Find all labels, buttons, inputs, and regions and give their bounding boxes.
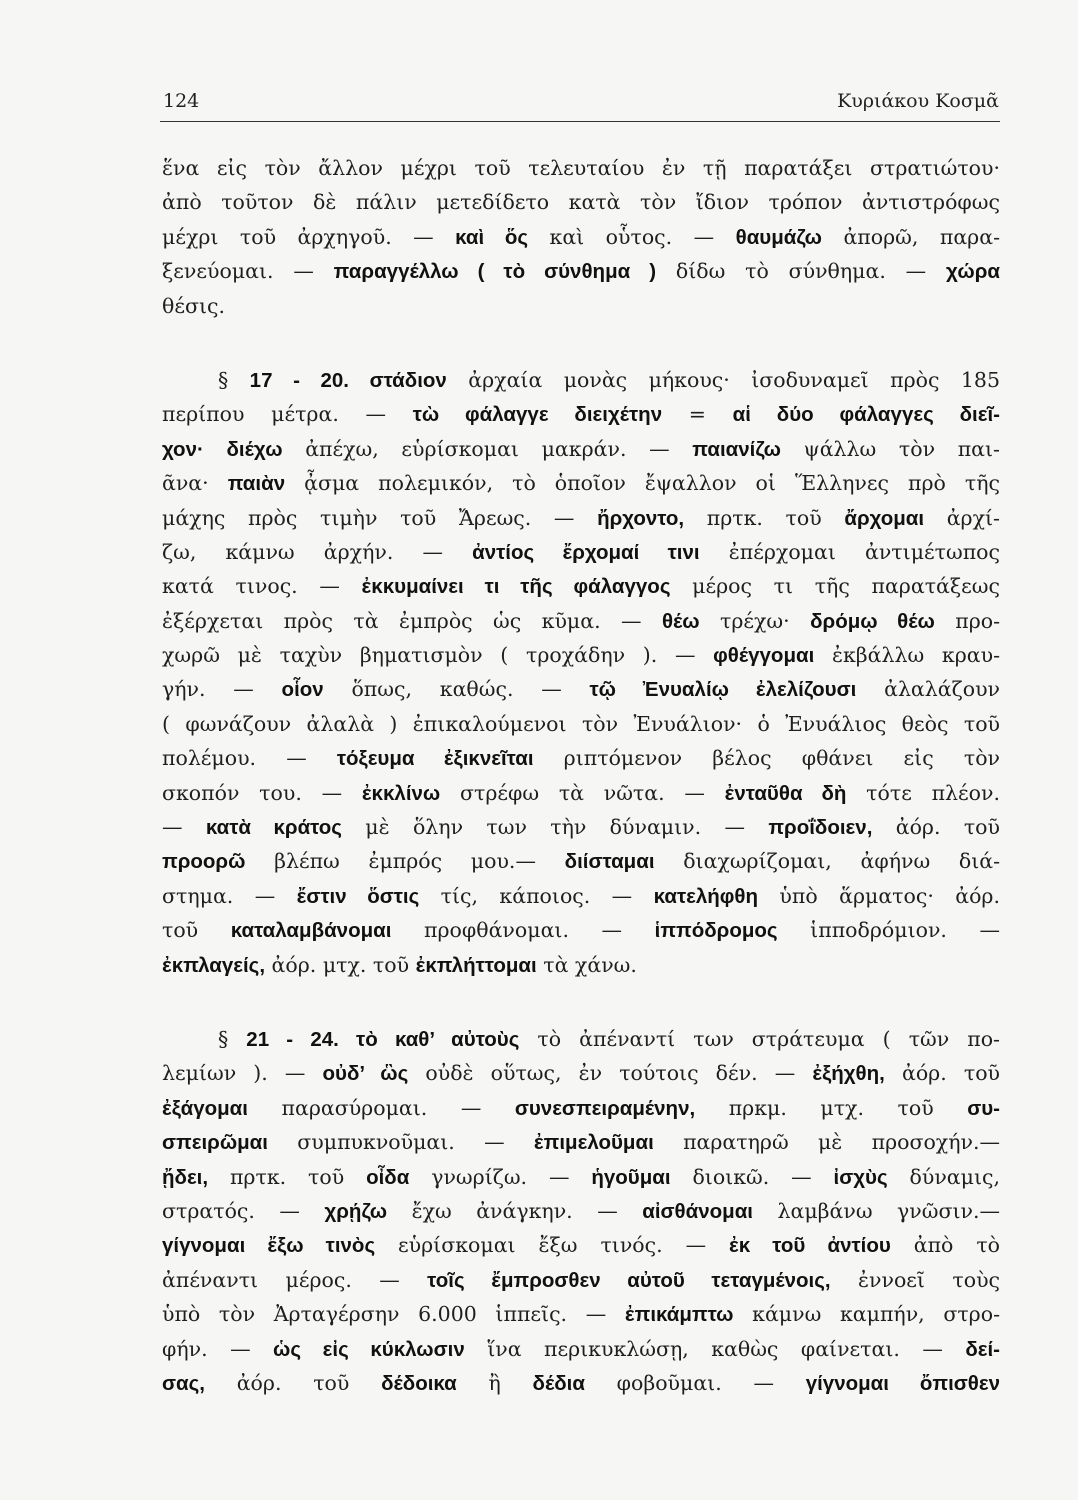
gloss-text: στημα. — (162, 883, 297, 908)
lemma-term: παιὰν (227, 472, 286, 496)
lemma-term: αἱ δύο φάλαγγες διεῖ- (732, 403, 1000, 427)
gloss-text: τότε πλέον. (846, 780, 1000, 805)
lemma-term: χον· (162, 437, 204, 461)
gloss-text: πρκμ. μτχ. τοῦ (695, 1095, 968, 1120)
lemma-term: αἰσθάνομαι (642, 1199, 753, 1223)
text-line (162, 1160, 1000, 1194)
text-line (162, 1228, 1000, 1262)
lemma-term: διίσταμαι (564, 850, 655, 874)
gloss-text: θέσις. (162, 293, 225, 318)
lemma-term: οἷον (281, 678, 324, 702)
lemma-term: ἔστιν ὅστις (296, 884, 420, 908)
gloss-text: ἀπορῶ, παρα- (821, 224, 1001, 249)
text-line (162, 535, 1000, 569)
lemma-term: ἐξήχθη, (812, 1062, 885, 1086)
text-line (162, 638, 1000, 672)
lemma-term: δέδια (532, 1371, 585, 1395)
gloss-text: δίδω τὸ σύνθημα. — (656, 259, 947, 284)
lemma-term: χρῄζω (324, 1199, 388, 1223)
gloss-text: ψάλλω τὸν παι- (780, 436, 1000, 461)
lemma-term: γίγνομαι ὄπισθεν (805, 1371, 1001, 1395)
lemma-term: ἐκπλήττομαι (415, 953, 537, 977)
lemma-term: ἡγοῦμαι (591, 1165, 671, 1189)
gloss-text: διοικῶ. — (670, 1164, 834, 1189)
page-text (162, 151, 1000, 1400)
gloss-text: ἱπποδρόμιον. — (777, 918, 1001, 943)
gloss-text: κατά τινος. — (162, 574, 362, 599)
lemma-term: κατελήφθη (653, 884, 759, 908)
text-line (162, 466, 1000, 500)
lemma-term: δεί- (965, 1337, 1001, 1361)
lemma-term: διέχω (226, 437, 283, 461)
lemma-term: ἐκκλίνω (361, 781, 441, 805)
lemma-term: ἰσχὺς (833, 1165, 888, 1189)
gloss-text: γνωρίζω. — (409, 1164, 592, 1189)
gloss-text: παρασύρομαι. — (247, 1095, 515, 1120)
lemma-term: 21 - 24. τὸ καθ’ αὐτοὺς (246, 1027, 520, 1051)
lemma-term: δρόμῳ θέω (810, 609, 935, 633)
lemma-term: ἀντίος ἔρχομαί τινι (472, 540, 700, 564)
lemma-term: συ- (967, 1096, 1000, 1120)
lemma-term: καὶ ὅς (455, 225, 529, 249)
text-line (162, 1332, 1000, 1366)
gloss-text: ἀόρ. τοῦ (884, 1061, 1001, 1086)
lemma-term: οὐδ’ ὣς (322, 1062, 409, 1086)
gloss-text: ἐννοεῖ τοὺς (830, 1267, 1001, 1292)
gloss-text: ριπτόμενον βέλος φθάνει εἰς τὸν (533, 746, 1000, 771)
gloss-text: φήν. — (162, 1336, 274, 1361)
text-line (162, 1022, 1000, 1056)
gloss-text: λεμίων ). — (162, 1061, 323, 1086)
text-line (162, 879, 1000, 913)
gloss-text: μάχης πρὸς τιμὴν τοῦ Ἄρεως. — (162, 505, 598, 530)
gloss-text: μὲ ὅλην των τὴν δύναμιν. — (341, 815, 769, 840)
lemma-term: δέδοικα (381, 1371, 457, 1395)
gloss-text: ἔχω ἀνάγκην. — (387, 1198, 643, 1223)
lemma-term: ἐπιμελοῦμαι (533, 1131, 654, 1155)
text-line (162, 1194, 1000, 1228)
lemma-term: ἐξάγομαι (162, 1096, 248, 1120)
gloss-text: τοῦ (162, 918, 231, 943)
lemma-term: γίγνομαι ἔξω τινὸς (162, 1234, 376, 1258)
text-line (162, 1263, 1000, 1297)
gloss-text: οὐδὲ οὕτως, ἐν τούτοις δέν. — (408, 1061, 813, 1086)
gloss-text: διαχωρίζομαι, ἀφήνω διά- (654, 849, 1001, 874)
gloss-text: στρατός. — (162, 1198, 325, 1223)
lemma-term: παραγγέλλω ( τὸ σύνθημα ) (333, 260, 657, 284)
gloss-text: ἀόρ. τοῦ (204, 1370, 382, 1395)
gloss-text: ὅπως, καθώς. — (323, 677, 590, 702)
gloss-text: τίς, κάποιος. — (419, 883, 654, 908)
gloss-text: μέρος τι τῆς παρατάξεως (670, 574, 1000, 599)
gloss-text: ζω, κάμνω ἀρχήν. — (162, 539, 473, 564)
gloss-text: ἀπὸ τοῦτον δὲ πάλιν μετεδίδετο κατὰ τὸν ἴδιον τρόπον ἀντιστρόφως (162, 190, 1000, 215)
text-line (162, 1366, 1000, 1400)
gloss-text: ἀλαλάζουν (856, 677, 1000, 702)
lemma-term: ἄρχομαι (844, 506, 925, 530)
text-line (162, 948, 1000, 982)
lemma-term: φθέγγομαι (713, 644, 815, 668)
lemma-term: προορῶ (162, 850, 246, 874)
text-line (162, 1125, 1000, 1159)
gloss-text: εὑρίσκομαι ἔξω τινός. — (375, 1233, 730, 1258)
text-line (162, 151, 1000, 185)
gloss-text: σκοπόν του. — (162, 780, 362, 805)
gloss-text: τὸ ἀπέναντί των στράτευμα ( τῶν πο- (519, 1026, 1000, 1051)
text-line (162, 432, 1000, 466)
text-line (162, 1091, 1000, 1125)
gloss-text: γήν. — (162, 677, 282, 702)
lemma-term: ὡς εἰς κύκλωσιν (273, 1337, 465, 1361)
lemma-term: προΐδοιεν, (768, 816, 873, 840)
lemma-term: συνεσπειραμένην, (514, 1096, 696, 1120)
lemma-term: ἐκκυμαίνει τι τῆς φάλαγγος (361, 575, 671, 599)
gloss-text: ἕνα εἰς τὸν ἄλλον μέχρι τοῦ τελευταίου ἐν τῇ παρατάξει στρατιώτου· (162, 156, 1000, 180)
text-line (162, 185, 1000, 219)
gloss-text: προφθάνομαι. — (391, 918, 655, 943)
lemma-term: ᾔδει, (162, 1165, 209, 1189)
gloss-text: λαμβάνω γνῶσιν.— (753, 1198, 1000, 1223)
gloss-text: φοβοῦμαι. — (584, 1370, 806, 1395)
gloss-text: πρτκ. τοῦ (208, 1164, 367, 1189)
gloss-text: καὶ οὗτος. — (528, 224, 736, 249)
lemma-term: καταλαμβάνομαι (230, 919, 392, 943)
gloss-text: ἀρχαία μονὰς μήκους· ἰσοδυναμεῖ πρὸς 185 (446, 367, 1000, 392)
text-line (162, 741, 1000, 775)
lemma-term: τόξευμα ἐξικνεῖται (336, 747, 534, 771)
text-line (162, 397, 1000, 431)
lemma-term: ἱππόδρομος (654, 919, 778, 943)
lemma-term: κατὰ κράτος (205, 816, 342, 840)
gloss-text: ἀόρ. τοῦ (872, 815, 1000, 840)
gloss-text: προ- (934, 608, 1001, 633)
gloss-text: ἐξέρχεται πρὸς τὰ ἐμπρὸς ὡς κῦμα. — (162, 608, 662, 633)
running-title: Κυριάκου Κοσμᾶ (837, 90, 999, 112)
lemma-term: παιανίζω (692, 437, 781, 461)
gloss-text: χωρῶ μὲ ταχὺν βηματισμὸν ( τροχάδην ). — (162, 643, 714, 668)
text-line (162, 1297, 1000, 1331)
text-line (162, 289, 1000, 323)
gloss-text: = (662, 402, 733, 427)
gloss-text: ἀπέναντι μέρος. — (162, 1267, 428, 1292)
lemma-term: ἐνταῦθα δὴ (724, 781, 847, 805)
lemma-term: ἤρχοντο, (597, 506, 685, 530)
text-line (162, 604, 1000, 638)
gloss-text: § (218, 1026, 247, 1051)
gloss-text: ὑπὸ ἅρματος· ἀόρ. (758, 883, 1000, 908)
gloss-text: ξενεύομαι. — (162, 259, 334, 284)
text-line (162, 913, 1000, 947)
lemma-term: τοῖς ἔμπροσθεν αὐτοῦ τεταγμένοις, (427, 1268, 831, 1292)
lemma-term: οἶδα (366, 1165, 410, 1189)
paragraph (162, 363, 1000, 982)
gloss-text: περίπου μέτρα. — (162, 402, 413, 427)
gloss-text: ( φωνάζουν ἀλαλὰ ) ἐπικαλούμενοι τὸν Ἐνυάλιον· ὁ Ἐνυάλιος θεὸς τοῦ (162, 711, 1000, 736)
gloss-text: πολέμου. — (162, 746, 337, 771)
lemma-term: τῷ Ἐνυαλίῳ ἐλελίζουσι (589, 678, 857, 702)
text-line (162, 707, 1000, 741)
gloss-text: ἀρχί- (924, 505, 1000, 530)
text-line (162, 672, 1000, 706)
gloss-text: μέχρι τοῦ ἀρχηγοῦ. — (162, 224, 456, 249)
page-header (161, 84, 999, 114)
text-line (162, 844, 1000, 878)
paragraph (162, 1022, 1000, 1400)
gloss-text: συμπυκνοῦμαι. — (267, 1130, 534, 1155)
gloss-text: § (218, 367, 250, 392)
gloss-text: κάμνω καμπήν, στρο- (733, 1302, 1000, 1327)
gloss-text: στρέφω τὰ νῶτα. — (440, 780, 725, 805)
text-line (162, 501, 1000, 535)
text-line (162, 254, 1000, 288)
gloss-text: ἐπέρχομαι ἀντιμέτωπος (699, 539, 1000, 564)
lemma-term: χώρα (946, 260, 1000, 284)
gloss-text: τρέχω· (699, 608, 811, 633)
header-rule (160, 121, 1000, 122)
text-line (162, 220, 1000, 254)
gloss-text: ἐκβάλλω κραυ- (814, 643, 1000, 668)
text-line (162, 810, 1000, 844)
paragraph (162, 151, 1000, 323)
lemma-term: 17 - 20. στάδιον (249, 368, 447, 392)
gloss-text: ἀπὸ τὸ (890, 1233, 1001, 1258)
gloss-text: ὑπὸ τὸν Ἀρταγέρσην 6.000 ἱππεῖς. — (162, 1302, 625, 1327)
gloss-text: ἀόρ. μτχ. τοῦ (265, 952, 416, 977)
lemma-term: σπειρῶμαι (162, 1131, 268, 1155)
lemma-term: σας, (162, 1371, 205, 1395)
gloss-text: ᾆσμα πολεμικόν, τὸ ὁποῖον ἔψαλλον οἱ Ἕλληνες πρὸ τῆς (285, 471, 1000, 496)
page-number: 124 (163, 90, 200, 112)
lemma-term: θέω (661, 609, 700, 633)
text-line (162, 363, 1000, 397)
text-line (162, 776, 1000, 810)
text-line (162, 1056, 1000, 1090)
gloss-text: πρτκ. τοῦ (684, 505, 845, 530)
gloss-text: ᾶνα· (162, 471, 228, 496)
lemma-term: τὼ φάλαγγε διειχέτην (412, 403, 663, 427)
gloss-text (204, 437, 227, 461)
gloss-text: βλέπω ἐμπρός μου.— (245, 849, 565, 874)
gloss-text: ἵνα περικυκλώσῃ, καθὼς φαίνεται. — (464, 1336, 966, 1361)
gloss-text: παρατηρῶ μὲ προσοχήν.— (653, 1130, 1000, 1155)
text-line (162, 569, 1000, 603)
lemma-term: ἐπικάμπτω (624, 1303, 734, 1327)
gloss-text: ἀπέχω, εὑρίσκομαι μακράν. — (282, 436, 693, 461)
gloss-text: τὰ χάνω. (536, 952, 637, 977)
gloss-text: ἢ (456, 1370, 533, 1395)
gloss-text: — (162, 815, 206, 840)
lemma-term: ἐκπλαγείς, (162, 953, 266, 977)
lemma-term: ἐκ τοῦ ἀντίου (729, 1234, 891, 1258)
lemma-term: θαυμάζω (735, 225, 822, 249)
gloss-text: δύναμις, (887, 1164, 1000, 1189)
